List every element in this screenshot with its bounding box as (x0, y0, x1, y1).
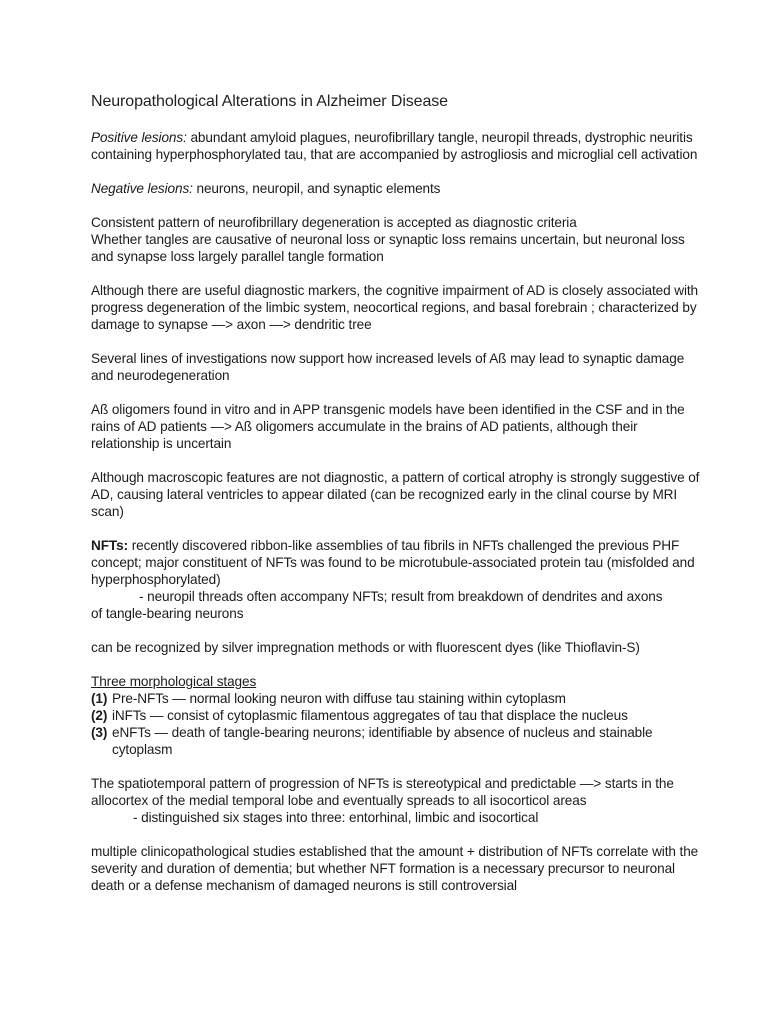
nfts-subpoint: - neuropil threads often accompany NFTs; result from breakdown of dendrites and axons (139, 589, 663, 604)
stages-section (91, 673, 708, 758)
oligomers-paragraph: Aß oligomers found in vitro and in APP transgenic models have been identified in the CSF and in the rains of AD patients —> Aß oligomers accumulate in the brains of AD patients, although their relationship is uncertain (91, 402, 685, 451)
stage-number: (3) (91, 725, 108, 740)
clinicopathological-paragraph: multiple clinicopathological studies established that the amount + distribution of NFTs correlate with the severity and duration of dementia; but whether NFT formation is a necessary precursor to neuronal death or a defense mechanism of damaged neurons is still controversial (91, 844, 699, 893)
spatiotemporal-subpoint: - distinguished six stages into three: entorhinal, limbic and isocortical (133, 810, 539, 825)
positive-lesions-label: Positive lesions: (91, 130, 187, 145)
positive-lesions-paragraph (91, 129, 708, 163)
stage-item (91, 690, 708, 707)
nfts-subpoint-continued: of tangle-bearing neurons (91, 606, 244, 621)
stage-number: (2) (91, 708, 108, 723)
stage-item (91, 707, 708, 724)
pattern-line-1: Consistent pattern of neurofibrillary degeneration is accepted as diagnostic criteria (91, 215, 577, 230)
nfts-text: recently discovered ribbon-like assemblies of tau fibrils in NFTs challenged the previous PHF concept; major constituent of NFTs was found to be microtubule-associated protein tau (misfolded and hyperphosphorylated) (91, 538, 695, 587)
negative-lesions-paragraph (91, 180, 708, 197)
stage-text: iNFTs — consist of cytoplasmic filamentous aggregates of tau that displace the nucleus (112, 708, 628, 723)
negative-lesions-text: neurons, neuropil, and synaptic elements (192, 181, 441, 196)
nfts-paragraph (91, 537, 708, 622)
document-title: Neuropathological Alterations in Alzheimer Disease (91, 93, 448, 110)
silver-paragraph: can be recognized by silver impregnation methods or with fluorescent dyes (like Thioflavin-S) (91, 640, 640, 655)
markers-paragraph: Although there are useful diagnostic markers, the cognitive impairment of AD is closely associated with progress degeneration of the limbic system, neocortical regions, and basal forebrain ; characterized by damage to synapse —> axon —> dendritic tree (91, 283, 699, 332)
stage-text: eNFTs — death of tangle-bearing neurons; identifiable by absence of nucleus and stainable cytoplasm (112, 725, 653, 757)
spatiotemporal-text: The spatiotemporal pattern of progression of NFTs is stereotypical and predictable —> starts in the allocortex of the medial temporal lobe and eventually spreads to all isocorticol areas (91, 776, 674, 808)
nfts-label: NFTs: (91, 538, 129, 553)
stage-number: (1) (91, 691, 108, 706)
stage-item (91, 724, 708, 758)
pattern-line-2: Whether tangles are causative of neuronal loss or synaptic loss remains uncertain, but neuronal loss and synapse loss largely parallel tangle formation (91, 232, 685, 264)
negative-lesions-label: Negative lesions: (91, 181, 193, 196)
stage-text: Pre-NFTs — normal looking neuron with diffuse tau staining within cytoplasm (112, 691, 566, 706)
macroscopic-paragraph: Although macroscopic features are not diagnostic, a pattern of cortical atrophy is strongly suggestive of AD, causing lateral ventricles to appear dilated (can be recognized early in the clinal course by MRI scan) (91, 470, 700, 519)
positive-lesions-text: abundant amyloid plagues, neurofibrillary tangle, neuropil threads, dystrophic neuritis containing hyperphosphorylated tau, that are accompanied by astrogliosis and microglial cell activation (91, 130, 698, 162)
pattern-paragraph (91, 214, 708, 265)
stages-heading: Three morphological stages (91, 674, 257, 689)
abeta-levels-paragraph: Several lines of investigations now support how increased levels of Aß may lead to synaptic damage and neurodegeneration (91, 351, 685, 383)
spatiotemporal-paragraph (91, 775, 708, 826)
